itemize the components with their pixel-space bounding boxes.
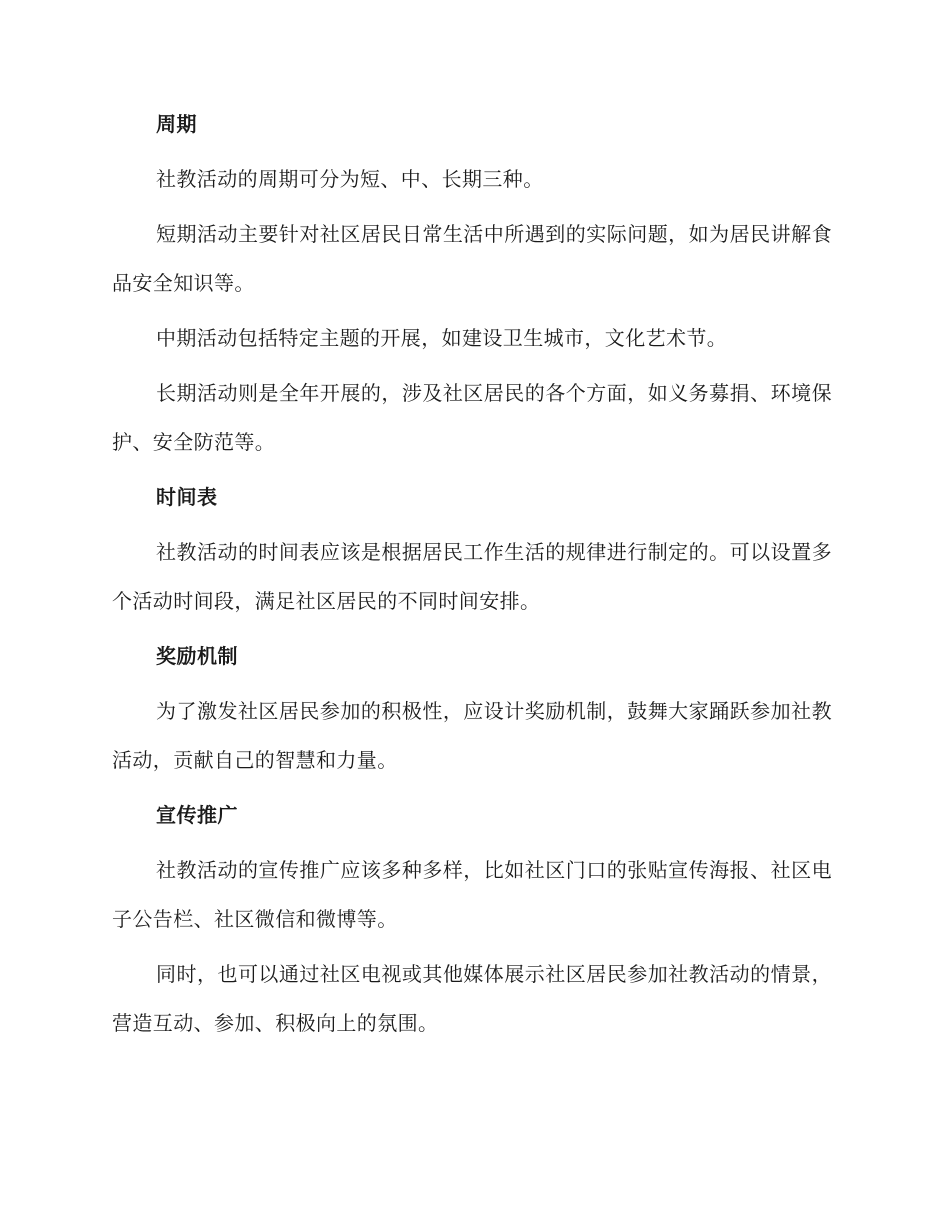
paragraph: 社教活动的宣传推广应该多种多样，比如社区门口的张贴宣传海报、社区电子公告栏、社区微信和微博等。	[112, 858, 832, 931]
section-heading-rewards: 奖励机制	[156, 644, 238, 668]
section-heading-schedule: 时间表	[156, 485, 218, 509]
paragraph: 短期活动主要针对社区居民日常生活中所遇到的实际问题，如为居民讲解食品安全知识等。	[112, 222, 832, 295]
paragraph: 长期活动则是全年开展的，涉及社区居民的各个方面，如义务募捐、环境保护、安全防范等。	[112, 381, 832, 454]
paragraph: 中期活动包括特定主题的开展，如建设卫生城市，文化艺术节。	[156, 326, 728, 350]
paragraph: 社教活动的周期可分为短、中、长期三种。	[156, 167, 544, 191]
paragraph: 社教活动的时间表应该是根据居民工作生活的规律进行制定的。可以设置多个活动时间段，满足社区居民的不同时间安排。	[112, 540, 832, 613]
paragraph: 同时，也可以通过社区电视或其他媒体展示社区居民参加社教活动的情景，营造互动、参加、积极向上的氛围。	[112, 962, 832, 1035]
paragraph: 为了激发社区居民参加的积极性，应设计奖励机制，鼓舞大家踊跃参加社教活动，贡献自己的智慧和力量。	[112, 699, 832, 772]
section-heading-promotion: 宣传推广	[156, 803, 238, 827]
section-heading-cycle: 周期	[156, 112, 197, 136]
document-page	[112, 100, 832, 1048]
